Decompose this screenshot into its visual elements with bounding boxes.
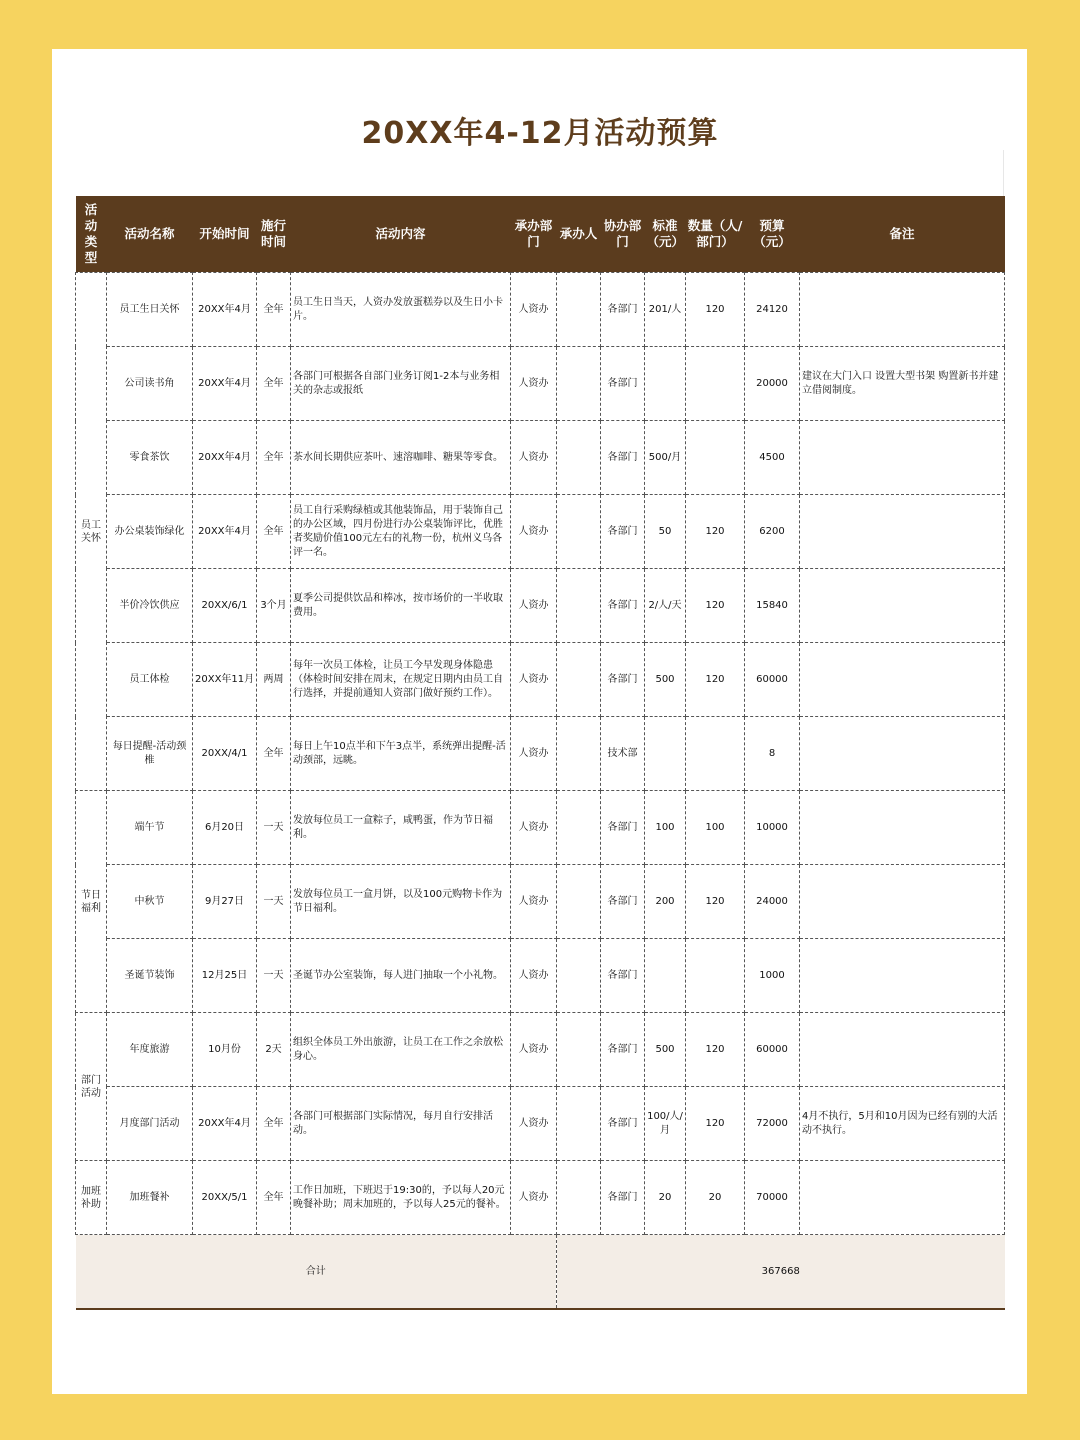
budget-cell: 1000 <box>745 939 800 1013</box>
standard-cell: 201/人 <box>645 273 686 347</box>
table-row <box>76 791 1005 865</box>
remarks-cell <box>800 643 1005 717</box>
organizer-dept-cell: 人资办 <box>511 939 557 1013</box>
organizer-person-cell <box>557 495 601 569</box>
activity-name-cell: 公司读书角 <box>107 347 193 421</box>
col-header-name: 活动名称 <box>107 196 193 273</box>
start-time-cell: 20XX/6/1 <box>193 569 257 643</box>
col-header-standard: 标准（元） <box>645 196 686 273</box>
quantity-cell <box>686 421 745 495</box>
organizer-person-cell <box>557 791 601 865</box>
start-time-cell: 20XX年4月 <box>193 273 257 347</box>
quantity-cell: 100 <box>686 791 745 865</box>
remarks-cell <box>800 1161 1005 1235</box>
assist-dept-cell: 各部门 <box>601 1087 645 1161</box>
organizer-person-cell <box>557 347 601 421</box>
assist-dept-cell: 各部门 <box>601 569 645 643</box>
assist-dept-cell: 各部门 <box>601 347 645 421</box>
col-header-person: 承办人 <box>557 196 601 273</box>
budget-cell: 6200 <box>745 495 800 569</box>
start-time-cell: 20XX/5/1 <box>193 1161 257 1235</box>
table-row <box>76 865 1005 939</box>
organizer-dept-cell: 人资办 <box>511 717 557 791</box>
col-header-quantity: 数量（人/部门） <box>686 196 745 273</box>
remarks-cell: 建议在大门入口 设置大型书架 购置新书并建立借阅制度。 <box>800 347 1005 421</box>
budget-cell: 10000 <box>745 791 800 865</box>
budget-cell: 24000 <box>745 865 800 939</box>
organizer-dept-cell: 人资办 <box>511 1013 557 1087</box>
standard-cell: 20 <box>645 1161 686 1235</box>
organizer-person-cell <box>557 569 601 643</box>
table-row <box>76 939 1005 1013</box>
organizer-dept-cell: 人资办 <box>511 1161 557 1235</box>
budget-cell: 24120 <box>745 273 800 347</box>
activity-content-cell: 发放每位员工一盒月饼，以及100元购物卡作为节日福利。 <box>291 865 511 939</box>
quantity-cell: 120 <box>686 1013 745 1087</box>
standard-cell: 100 <box>645 791 686 865</box>
table-row <box>76 643 1005 717</box>
activity-content-cell: 各部门可根据各自部门业务订阅1-2本与业务相关的杂志或报纸 <box>291 347 511 421</box>
assist-dept-cell: 各部门 <box>601 865 645 939</box>
organizer-dept-cell: 人资办 <box>511 643 557 717</box>
organizer-person-cell <box>557 643 601 717</box>
quantity-cell: 120 <box>686 273 745 347</box>
remarks-cell <box>800 865 1005 939</box>
standard-cell <box>645 347 686 421</box>
budget-cell: 8 <box>745 717 800 791</box>
activity-content-cell: 组织全体员工外出旅游，让员工在工作之余放松身心。 <box>291 1013 511 1087</box>
quantity-cell: 120 <box>686 495 745 569</box>
activity-content-cell: 各部门可根据部门实际情况，每月自行安排活动。 <box>291 1087 511 1161</box>
organizer-dept-cell: 人资办 <box>511 495 557 569</box>
activity-content-cell: 每日上午10点半和下午3点半，系统弹出提醒-活动颈部，远眺。 <box>291 717 511 791</box>
table-row <box>76 421 1005 495</box>
remarks-cell <box>800 791 1005 865</box>
remarks-cell <box>800 495 1005 569</box>
organizer-person-cell <box>557 865 601 939</box>
col-header-type: 活动类型 <box>76 196 107 273</box>
budget-cell: 60000 <box>745 643 800 717</box>
start-time-cell: 20XX/4/1 <box>193 717 257 791</box>
activity-type-cell: 加班补助 <box>76 1161 107 1235</box>
organizer-person-cell <box>557 1161 601 1235</box>
assist-dept-cell: 技术部 <box>601 717 645 791</box>
organizer-person-cell <box>557 1013 601 1087</box>
standard-cell: 500 <box>645 1013 686 1087</box>
activity-content-cell: 每年一次员工体检，让员工今早发现身体隐患（体检时间安排在周末，在规定日期内由员工自行选择，并提前通知人资部门做好预约工作）。 <box>291 643 511 717</box>
assist-dept-cell: 各部门 <box>601 1013 645 1087</box>
divider <box>1003 150 1004 196</box>
duration-cell: 全年 <box>257 1087 291 1161</box>
duration-cell: 全年 <box>257 421 291 495</box>
quantity-cell: 120 <box>686 569 745 643</box>
organizer-dept-cell: 人资办 <box>511 347 557 421</box>
activity-name-cell: 月度部门活动 <box>107 1087 193 1161</box>
remarks-cell <box>800 569 1005 643</box>
activity-content-cell: 圣诞节办公室装饰，每人进门抽取一个小礼物。 <box>291 939 511 1013</box>
organizer-dept-cell: 人资办 <box>511 273 557 347</box>
table-row <box>76 495 1005 569</box>
organizer-dept-cell: 人资办 <box>511 865 557 939</box>
organizer-person-cell <box>557 273 601 347</box>
remarks-cell <box>800 939 1005 1013</box>
total-value: 367668 <box>557 1235 1005 1310</box>
standard-cell: 50 <box>645 495 686 569</box>
start-time-cell: 20XX年4月 <box>193 347 257 421</box>
activity-name-cell: 每日提醒-活动颈椎 <box>107 717 193 791</box>
organizer-person-cell <box>557 1087 601 1161</box>
start-time-cell: 20XX年4月 <box>193 495 257 569</box>
start-time-cell: 20XX年4月 <box>193 421 257 495</box>
budget-cell: 72000 <box>745 1087 800 1161</box>
duration-cell: 全年 <box>257 495 291 569</box>
col-header-budget: 预算（元） <box>745 196 800 273</box>
assist-dept-cell: 各部门 <box>601 273 645 347</box>
quantity-cell: 120 <box>686 865 745 939</box>
activity-type-cell: 部门活动 <box>76 1013 107 1161</box>
total-label: 合计 <box>76 1235 557 1310</box>
assist-dept-cell: 各部门 <box>601 791 645 865</box>
organizer-person-cell <box>557 717 601 791</box>
activity-content-cell: 员工生日当天，人资办发放蛋糕券以及生日小卡片。 <box>291 273 511 347</box>
assist-dept-cell: 各部门 <box>601 643 645 717</box>
table-row <box>76 1013 1005 1087</box>
remarks-cell <box>800 1013 1005 1087</box>
assist-dept-cell: 各部门 <box>601 1161 645 1235</box>
activity-content-cell: 工作日加班，下班迟于19:30的，予以每人20元晚餐补助；周末加班的，予以每人25元的餐补。 <box>291 1161 511 1235</box>
activity-name-cell: 端午节 <box>107 791 193 865</box>
quantity-cell: 120 <box>686 1087 745 1161</box>
budget-table <box>75 196 1005 1310</box>
table-row <box>76 273 1005 347</box>
start-time-cell: 10月份 <box>193 1013 257 1087</box>
table-row <box>76 1161 1005 1235</box>
duration-cell: 2天 <box>257 1013 291 1087</box>
duration-cell: 一天 <box>257 791 291 865</box>
budget-cell: 60000 <box>745 1013 800 1087</box>
assist-dept-cell: 各部门 <box>601 495 645 569</box>
budget-cell: 4500 <box>745 421 800 495</box>
start-time-cell: 20XX年11月 <box>193 643 257 717</box>
duration-cell: 一天 <box>257 939 291 1013</box>
organizer-dept-cell: 人资办 <box>511 569 557 643</box>
duration-cell: 一天 <box>257 865 291 939</box>
activity-name-cell: 中秋节 <box>107 865 193 939</box>
standard-cell: 500/月 <box>645 421 686 495</box>
start-time-cell: 6月20日 <box>193 791 257 865</box>
col-header-duration: 施行时间 <box>257 196 291 273</box>
duration-cell: 全年 <box>257 717 291 791</box>
start-time-cell: 20XX年4月 <box>193 1087 257 1161</box>
activity-type-cell: 员工关怀 <box>76 273 107 791</box>
assist-dept-cell: 各部门 <box>601 939 645 1013</box>
remarks-cell <box>800 273 1005 347</box>
quantity-cell <box>686 939 745 1013</box>
table-row <box>76 717 1005 791</box>
standard-cell <box>645 939 686 1013</box>
standard-cell: 200 <box>645 865 686 939</box>
activity-name-cell: 半价冷饮供应 <box>107 569 193 643</box>
col-header-start: 开始时间 <box>193 196 257 273</box>
activity-content-cell: 夏季公司提供饮品和棒冰，按市场价的一半收取费用。 <box>291 569 511 643</box>
quantity-cell <box>686 347 745 421</box>
organizer-dept-cell: 人资办 <box>511 791 557 865</box>
col-header-content: 活动内容 <box>291 196 511 273</box>
remarks-cell <box>800 421 1005 495</box>
activity-content-cell: 茶水间长期供应茶叶、速溶咖啡、糖果等零食。 <box>291 421 511 495</box>
activity-name-cell: 员工体检 <box>107 643 193 717</box>
activity-content-cell: 发放每位员工一盒粽子，咸鸭蛋，作为节日福利。 <box>291 791 511 865</box>
activity-type-cell: 节日福利 <box>76 791 107 1013</box>
table-row <box>76 1087 1005 1161</box>
activity-content-cell: 员工自行采购绿植或其他装饰品，用于装饰自己的办公区域，四月份进行办公桌装饰评比，优胜者奖励价值100元左右的礼物一份，杭州义乌各评一名。 <box>291 495 511 569</box>
standard-cell: 2/人/天 <box>645 569 686 643</box>
activity-name-cell: 员工生日关怀 <box>107 273 193 347</box>
col-header-dept: 承办部门 <box>511 196 557 273</box>
quantity-cell: 120 <box>686 643 745 717</box>
standard-cell: 500 <box>645 643 686 717</box>
start-time-cell: 12月25日 <box>193 939 257 1013</box>
quantity-cell <box>686 717 745 791</box>
page-title: 20XX年4-12月活动预算 <box>361 116 719 151</box>
organizer-dept-cell: 人资办 <box>511 421 557 495</box>
col-header-assist: 协办部门 <box>601 196 645 273</box>
duration-cell: 全年 <box>257 273 291 347</box>
standard-cell: 100/人/月 <box>645 1087 686 1161</box>
col-header-remarks: 备注 <box>800 196 1005 273</box>
activity-name-cell: 办公桌装饰绿化 <box>107 495 193 569</box>
budget-cell: 70000 <box>745 1161 800 1235</box>
duration-cell: 全年 <box>257 347 291 421</box>
budget-cell: 15840 <box>745 569 800 643</box>
assist-dept-cell: 各部门 <box>601 421 645 495</box>
total-row <box>76 1235 1005 1310</box>
duration-cell: 两周 <box>257 643 291 717</box>
activity-name-cell: 年度旅游 <box>107 1013 193 1087</box>
quantity-cell: 20 <box>686 1161 745 1235</box>
start-time-cell: 9月27日 <box>193 865 257 939</box>
standard-cell <box>645 717 686 791</box>
activity-name-cell: 圣诞节装饰 <box>107 939 193 1013</box>
organizer-dept-cell: 人资办 <box>511 1087 557 1161</box>
remarks-cell: 4月不执行，5月和10月因为已经有别的大活动不执行。 <box>800 1087 1005 1161</box>
activity-name-cell: 加班餐补 <box>107 1161 193 1235</box>
organizer-person-cell <box>557 421 601 495</box>
budget-cell: 20000 <box>745 347 800 421</box>
duration-cell: 全年 <box>257 1161 291 1235</box>
table-header-row <box>76 196 1005 273</box>
duration-cell: 3个月 <box>257 569 291 643</box>
table-row <box>76 347 1005 421</box>
organizer-person-cell <box>557 939 601 1013</box>
table-row <box>76 569 1005 643</box>
remarks-cell <box>800 717 1005 791</box>
activity-name-cell: 零食茶饮 <box>107 421 193 495</box>
